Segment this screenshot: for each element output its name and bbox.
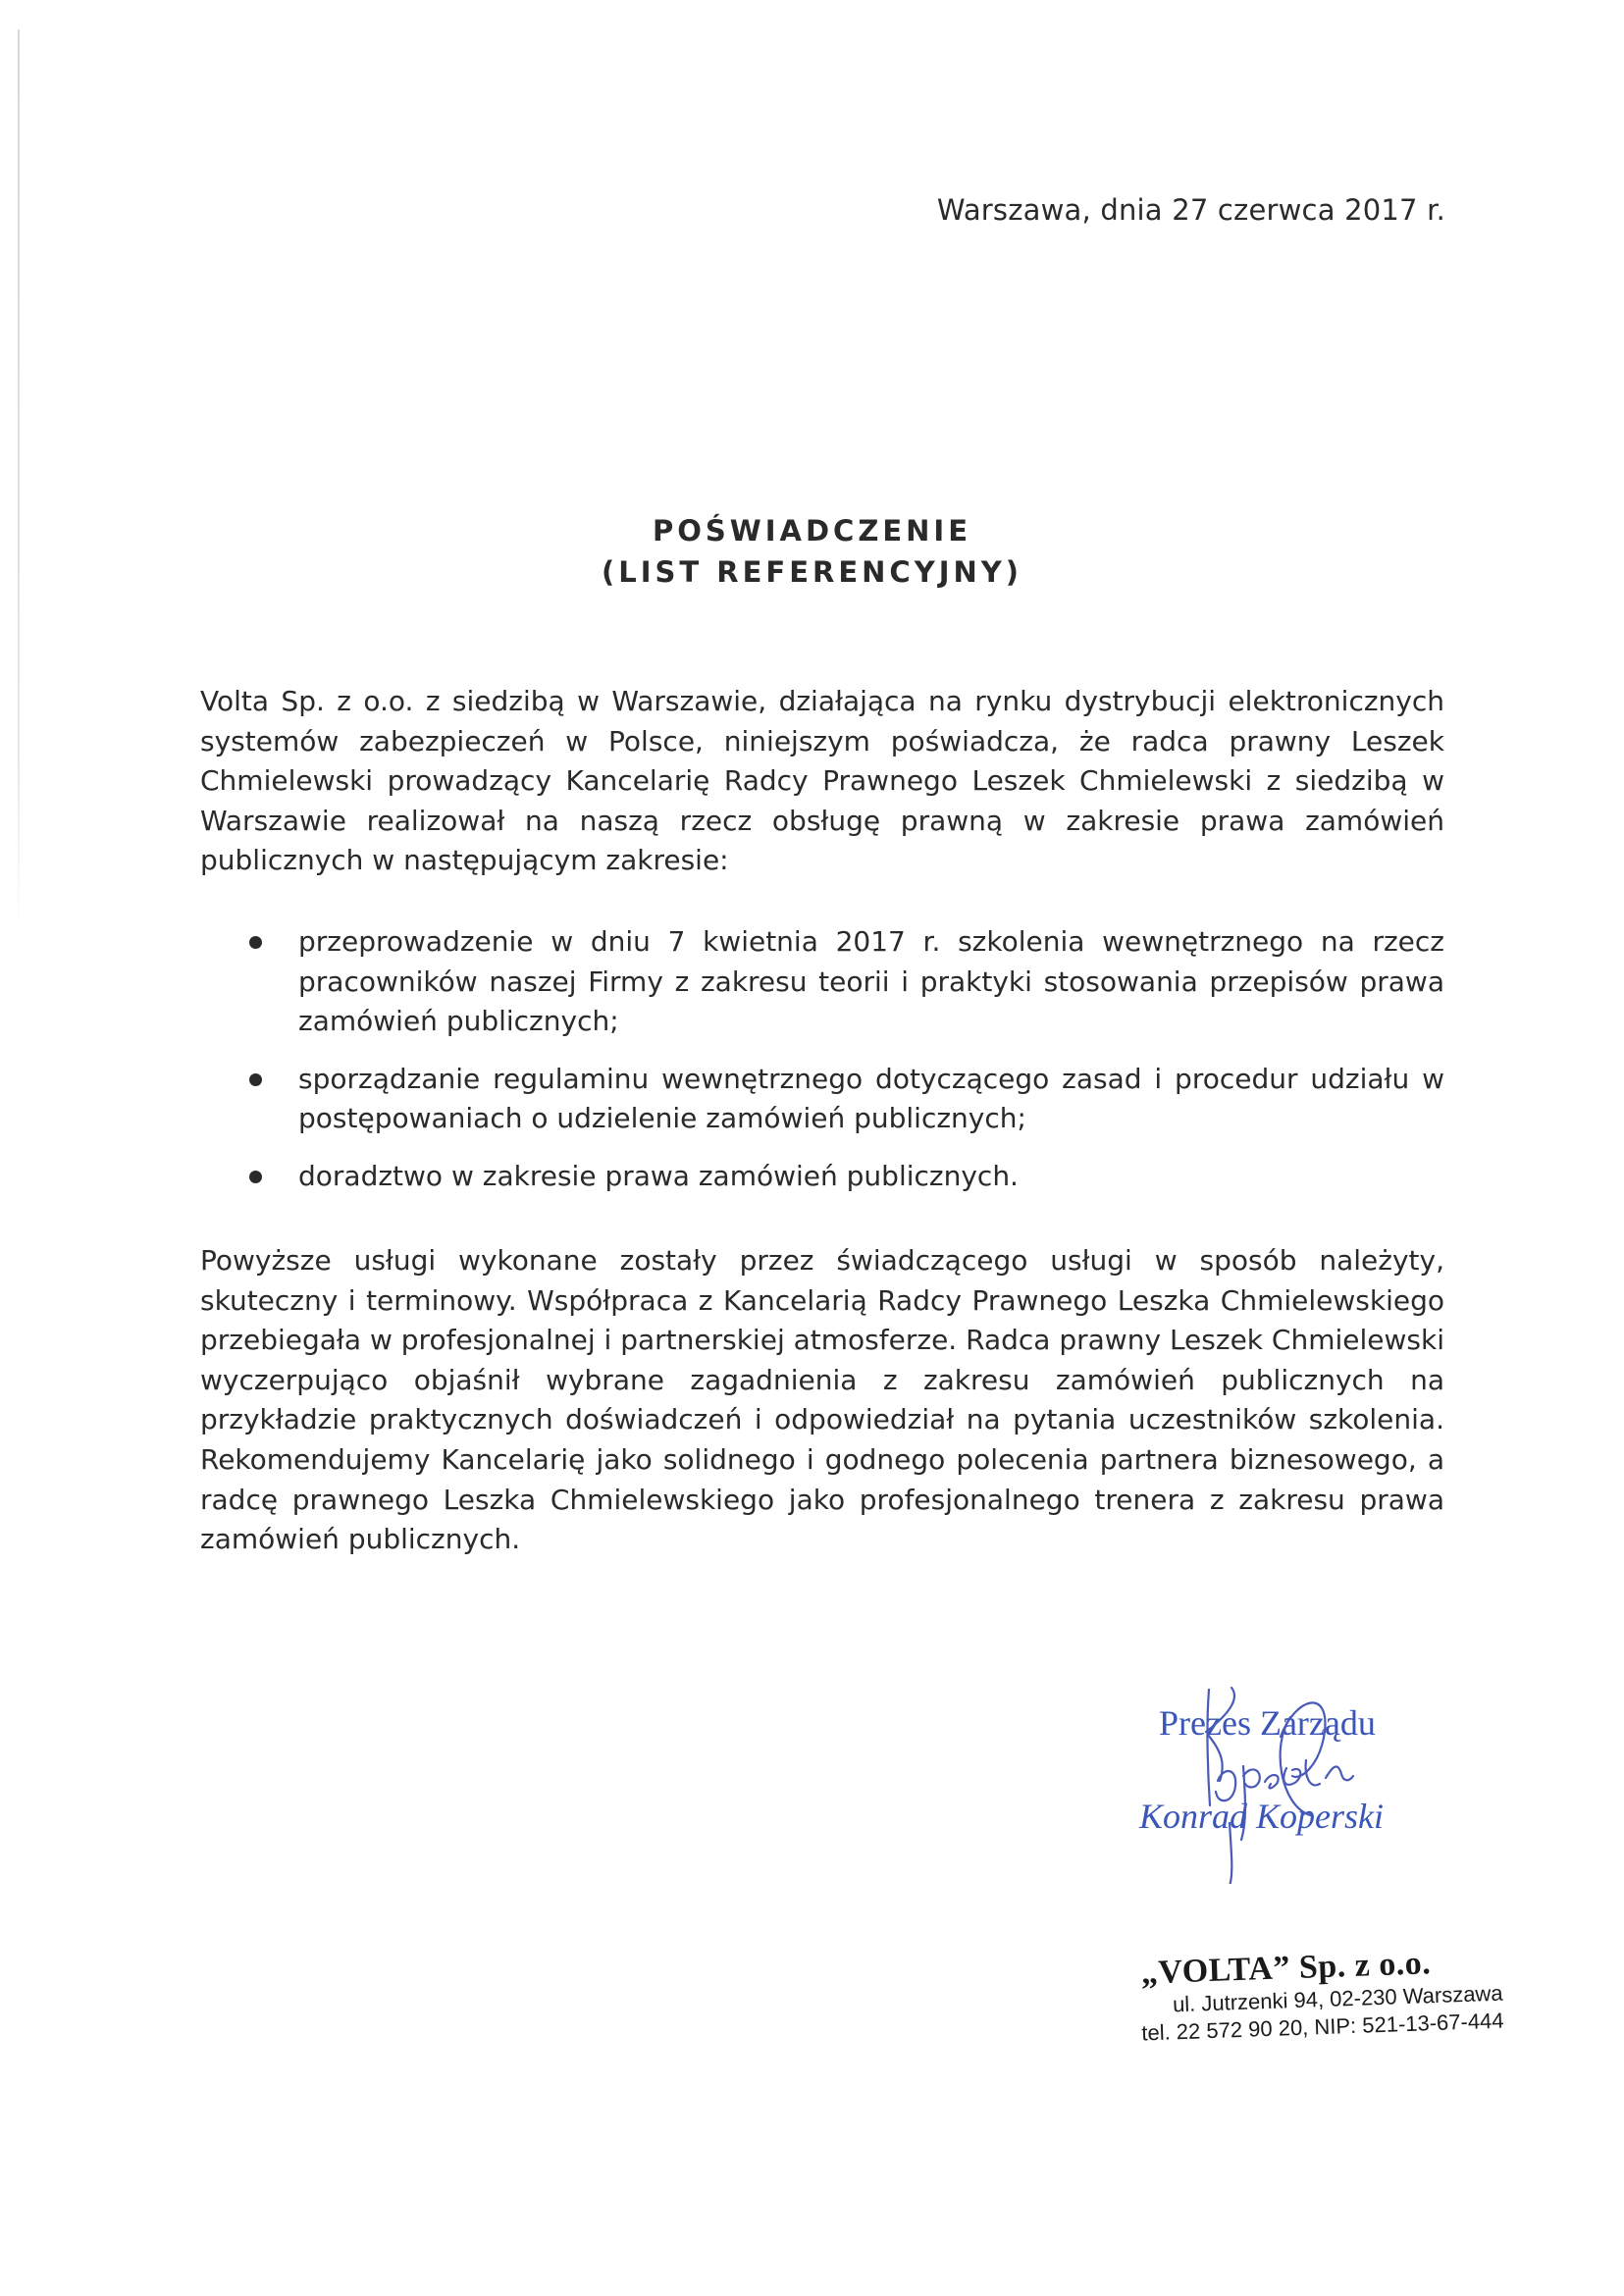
- stamp-name: Konrad Koperski: [1139, 1797, 1385, 1836]
- company-stamp: [1070, 1943, 1504, 2050]
- document-title: [0, 510, 1624, 593]
- bullet-icon: [249, 1073, 262, 1086]
- signature-stamp: [1124, 1658, 1477, 1884]
- company-contact: tel. 22 572 90 20, NIP: 521-13-67-444: [1140, 2008, 1504, 2046]
- list-item-text: sporządzanie regulaminu wewnętrznego dotyczącego zasad i procedur udziału w postępowaniach o udzielenie zamówień publicznych;: [298, 1062, 1444, 1135]
- list-item: [200, 922, 1444, 1042]
- bullet-icon: [249, 1171, 262, 1183]
- handwritten-signature: [1124, 1658, 1477, 1884]
- scan-edge-shadow: [18, 29, 20, 932]
- stamp-role: Prezes Zarządu: [1159, 1703, 1376, 1743]
- closing-paragraph: Powyższe usługi wykonane zostały przez świadczącego usługi w sposób należyty, skuteczny i terminowy. Współpraca z Kancelarią Radcy Prawnego Leszka Chmielewskiego przebiegała w profesjonalnej i partnerskiej atmosferze. Radca prawny Leszek Chmielewski wyczerpująco objaśnił wybrane zagadnienia z zakresu zamówień publicznych na przykładzie praktycznych doświadczeń i odpowiedział na pytania uczestników szkolenia. Rekomendujemy Kancelarię jako solidnego i godnego polecenia partnera biznesowego, a radcę prawnego Leszka Chmielewskiego jako profesjonalnego trenera z zakresu prawa zamówień publicznych.: [200, 1244, 1444, 1556]
- list-item-text: doradztwo w zakresie prawa zamówień publicznych.: [298, 1159, 1019, 1192]
- place-date: Warszawa, dnia 27 czerwca 2017 r.: [936, 193, 1445, 227]
- list-item: [200, 1060, 1444, 1139]
- company-name: „VOLTA” Sp. z o.o.: [1140, 1945, 1432, 1992]
- company-address: ul. Jutrzenki 94, 02-230 Warszawa: [1172, 1980, 1503, 2017]
- services-list: [200, 922, 1444, 1215]
- list-item: [200, 1157, 1444, 1197]
- title-line-1: POŚWIADCZENIE: [652, 514, 972, 548]
- bullet-icon: [249, 936, 262, 949]
- intro-paragraph: Volta Sp. z o.o. z siedzibą w Warszawie, działająca na rynku dystrybucji elektronicznych systemów zabezpieczeń w Polsce, niniejszym poświadcza, że radca prawny Leszek Chmielewski prowadzący Kancelarię Radcy Prawnego Leszek Chmielewski z siedzibą w Warszawie realizował na naszą rzecz obsługę prawną w zakresie prawa zamówień publicznych w następującym zakresie:: [200, 685, 1444, 877]
- list-item-text: przeprowadzenie w dniu 7 kwietnia 2017 r. szkolenia wewnętrznego na rzecz pracowników naszej Firmy z zakresu teorii i praktyki stosowania przepisów prawa zamówień publicznych;: [298, 925, 1444, 1038]
- title-line-2: (LIST REFERENCYJNY): [601, 555, 1023, 589]
